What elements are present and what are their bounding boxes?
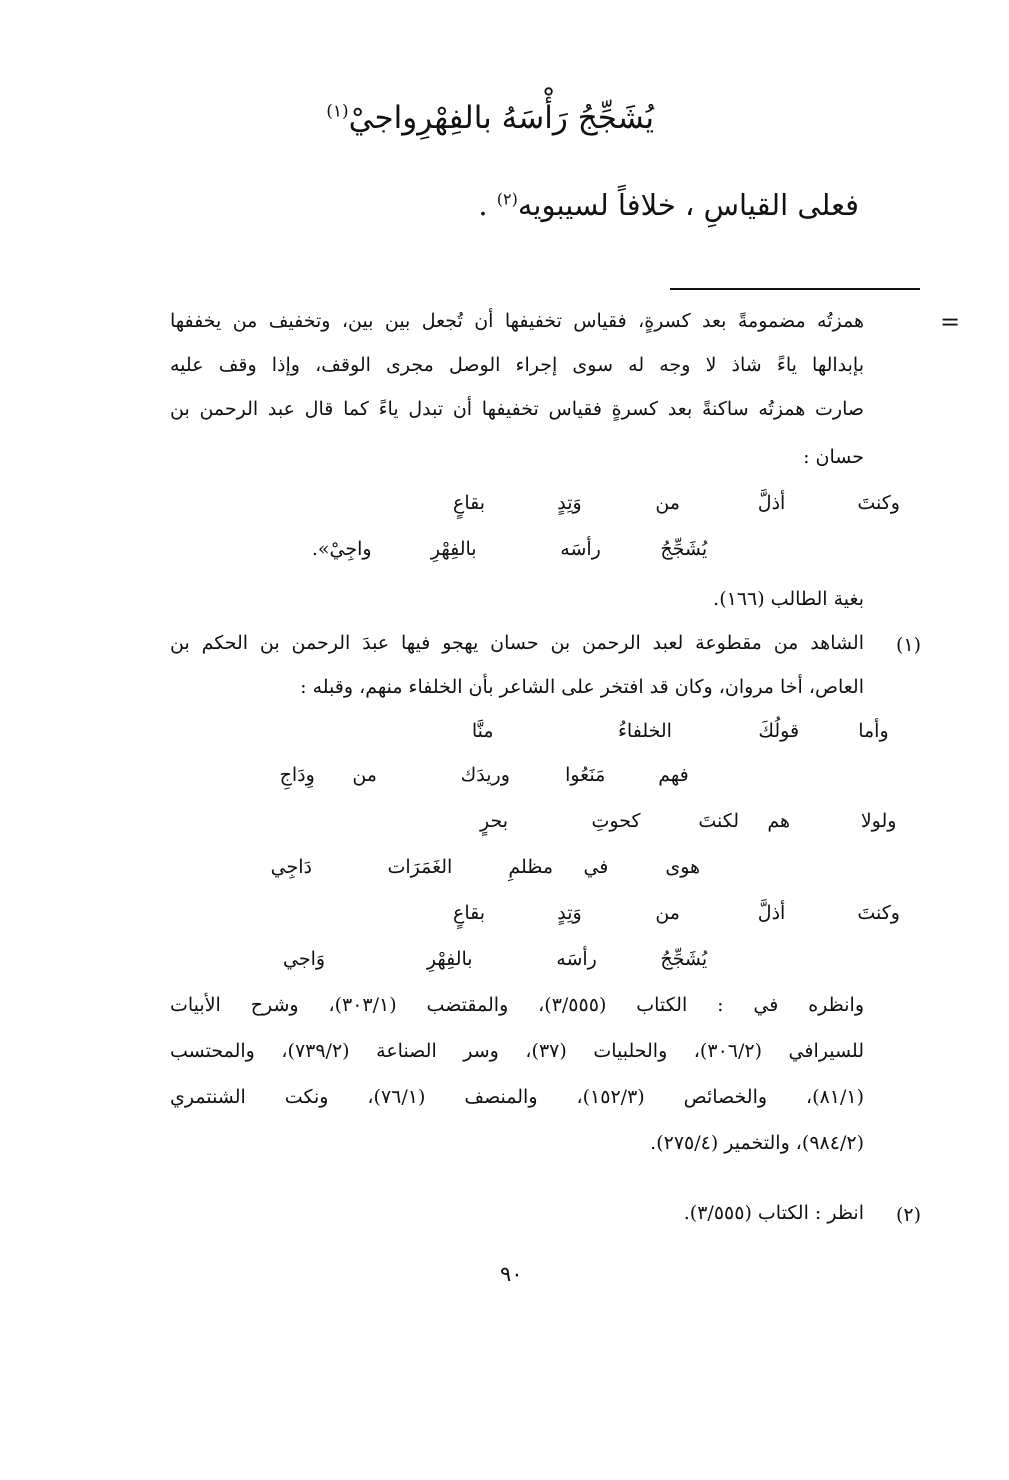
verse-word: يُشَجِّجُ xyxy=(660,538,708,560)
verse-word: فهم xyxy=(658,764,689,786)
verse-word: ولولا xyxy=(860,810,897,832)
verse-word: هوى xyxy=(665,856,701,878)
note-verse-second-hemistich xyxy=(0,538,1009,568)
verse-word: هم xyxy=(767,810,791,832)
continued-note-line: صارت همزتُه ساكنةً بعد كسرةٍ فقياس تخفيفها أن تبدل ياءً كما قال عبد الرحمن بن xyxy=(170,398,864,420)
footnote-1-refs-line: (٨١/١)، والخصائص (١٥٢/٣)، والمنصف (٧٦/١)، ونكت الشنتمري xyxy=(170,1086,865,1108)
footnote-1-verse xyxy=(0,720,1009,750)
continuation-mark: = xyxy=(940,308,961,336)
verse-word: واجِيْ». xyxy=(311,538,372,560)
verse-word: وَاجي xyxy=(283,948,326,970)
verse-word: أذلَّ xyxy=(757,492,786,514)
footnote-1-verse xyxy=(0,810,1009,840)
verse-word: وأما xyxy=(858,720,889,742)
continued-note-line: بإبدالها ياءً شاذ لا وجه له سوى إجراء الوصل مجرى الوقف، وإذا وقف عليه xyxy=(170,354,864,376)
verse-word: أذلَّ xyxy=(757,902,786,924)
verse-word: رأسَه xyxy=(556,948,597,970)
footnote-2-text: انظر : الكتاب (٣/٥٥٥). xyxy=(683,1202,864,1224)
footnote-separator xyxy=(670,288,920,290)
verse-word: وكنتَ xyxy=(857,492,900,514)
verse-word: وريدَك xyxy=(460,764,510,786)
verse-word: مَنَعُوا xyxy=(565,764,606,786)
verse-title xyxy=(326,100,654,137)
verse-word: وكنتَ xyxy=(857,902,900,924)
verse-title-text: يُشَجِّجُ رَأْسَهُ بالفِهْرِواجيْ xyxy=(348,100,654,136)
footnote-1-verse xyxy=(0,764,1009,794)
verse-word: دَاجِي xyxy=(270,856,312,878)
footnote-1-verse xyxy=(0,902,1009,932)
footnote-1-line: العاص، أخا مروان، وكان قد افتخر على الشاعر بأن الخلفاء منهم، وقبله : xyxy=(300,676,864,698)
verse-word: رأسَه xyxy=(560,538,601,560)
footnote-1-verse xyxy=(0,856,1009,886)
verse-word: الخلفاءُ xyxy=(617,720,672,742)
verse-word: لكنتَ xyxy=(698,810,740,832)
verse-word: بقاعٍ xyxy=(453,492,486,514)
footnote-ref-1[interactable]: (١) xyxy=(326,101,349,122)
verse-word: وَتِدٍ xyxy=(557,492,582,514)
verse-word: قولُكَ xyxy=(758,720,800,742)
main-text-body: فعلى القياسِ ، خلافاً لسيبويه xyxy=(517,188,859,222)
continued-note-line: همزتُه مضمومةً بعد كسرةٍ، فقياس تخفيفها أن تُجعل بين بين، وتخفيف من يخففها xyxy=(170,310,864,332)
continued-note-last-line: حسان : xyxy=(803,446,864,468)
verse-word: كحوتِ xyxy=(591,810,641,832)
footnote-ref-2[interactable]: (٢) xyxy=(496,189,518,209)
page-number: ٩٠ xyxy=(500,1262,523,1286)
footnote-1-line: الشاهد من مقطوعة لعبد الرحمن بن حسان يهجو فيها عبدَ الرحمن بن الحكم بن xyxy=(170,632,864,654)
footnote-1-refs-last: (٩٨٤/٢)، والتخمير (٢٧٥/٤). xyxy=(650,1132,864,1154)
verse-word: وِدَاجِ xyxy=(279,764,315,786)
verse-word: يُشَجِّجُ xyxy=(660,948,708,970)
verse-word: في xyxy=(583,856,609,878)
footnote-1-refs-line: للسيرافي (٣٠٦/٢)، والحلبيات (٣٧)، وسر الصناعة (٧٣٩/٢)، والمحتسب xyxy=(170,1040,864,1062)
main-text-end: . xyxy=(478,188,497,222)
footnote-1-refs-line: وانظره في : الكتاب (٣/٥٥٥)، والمقتضب (٣٠٣/١)، وشرح الأبيات xyxy=(170,994,864,1016)
note-verse-first-hemistich xyxy=(0,492,1009,522)
footnote-2-number: (٢) xyxy=(895,1204,921,1226)
verse-word: منَّا xyxy=(471,720,494,742)
verse-word: بالفِهْرِ xyxy=(430,538,477,560)
note-source: بغية الطالب (١٦٦). xyxy=(713,588,864,610)
verse-word: من xyxy=(655,902,680,924)
verse-word: وَتِدٍ xyxy=(557,902,582,924)
verse-word: مظلمِ xyxy=(508,856,554,878)
footnote-1-number: (١) xyxy=(895,634,921,656)
verse-word: بقاعٍ xyxy=(453,902,486,924)
verse-word: من xyxy=(352,764,377,786)
verse-word: من xyxy=(655,492,680,514)
main-text xyxy=(478,188,859,223)
verse-word: الغَمَرَات xyxy=(387,856,453,878)
footnote-1-verse xyxy=(0,948,1009,978)
verse-word: بالفِهْرِ xyxy=(426,948,473,970)
verse-word: بحرٍ xyxy=(480,810,509,832)
